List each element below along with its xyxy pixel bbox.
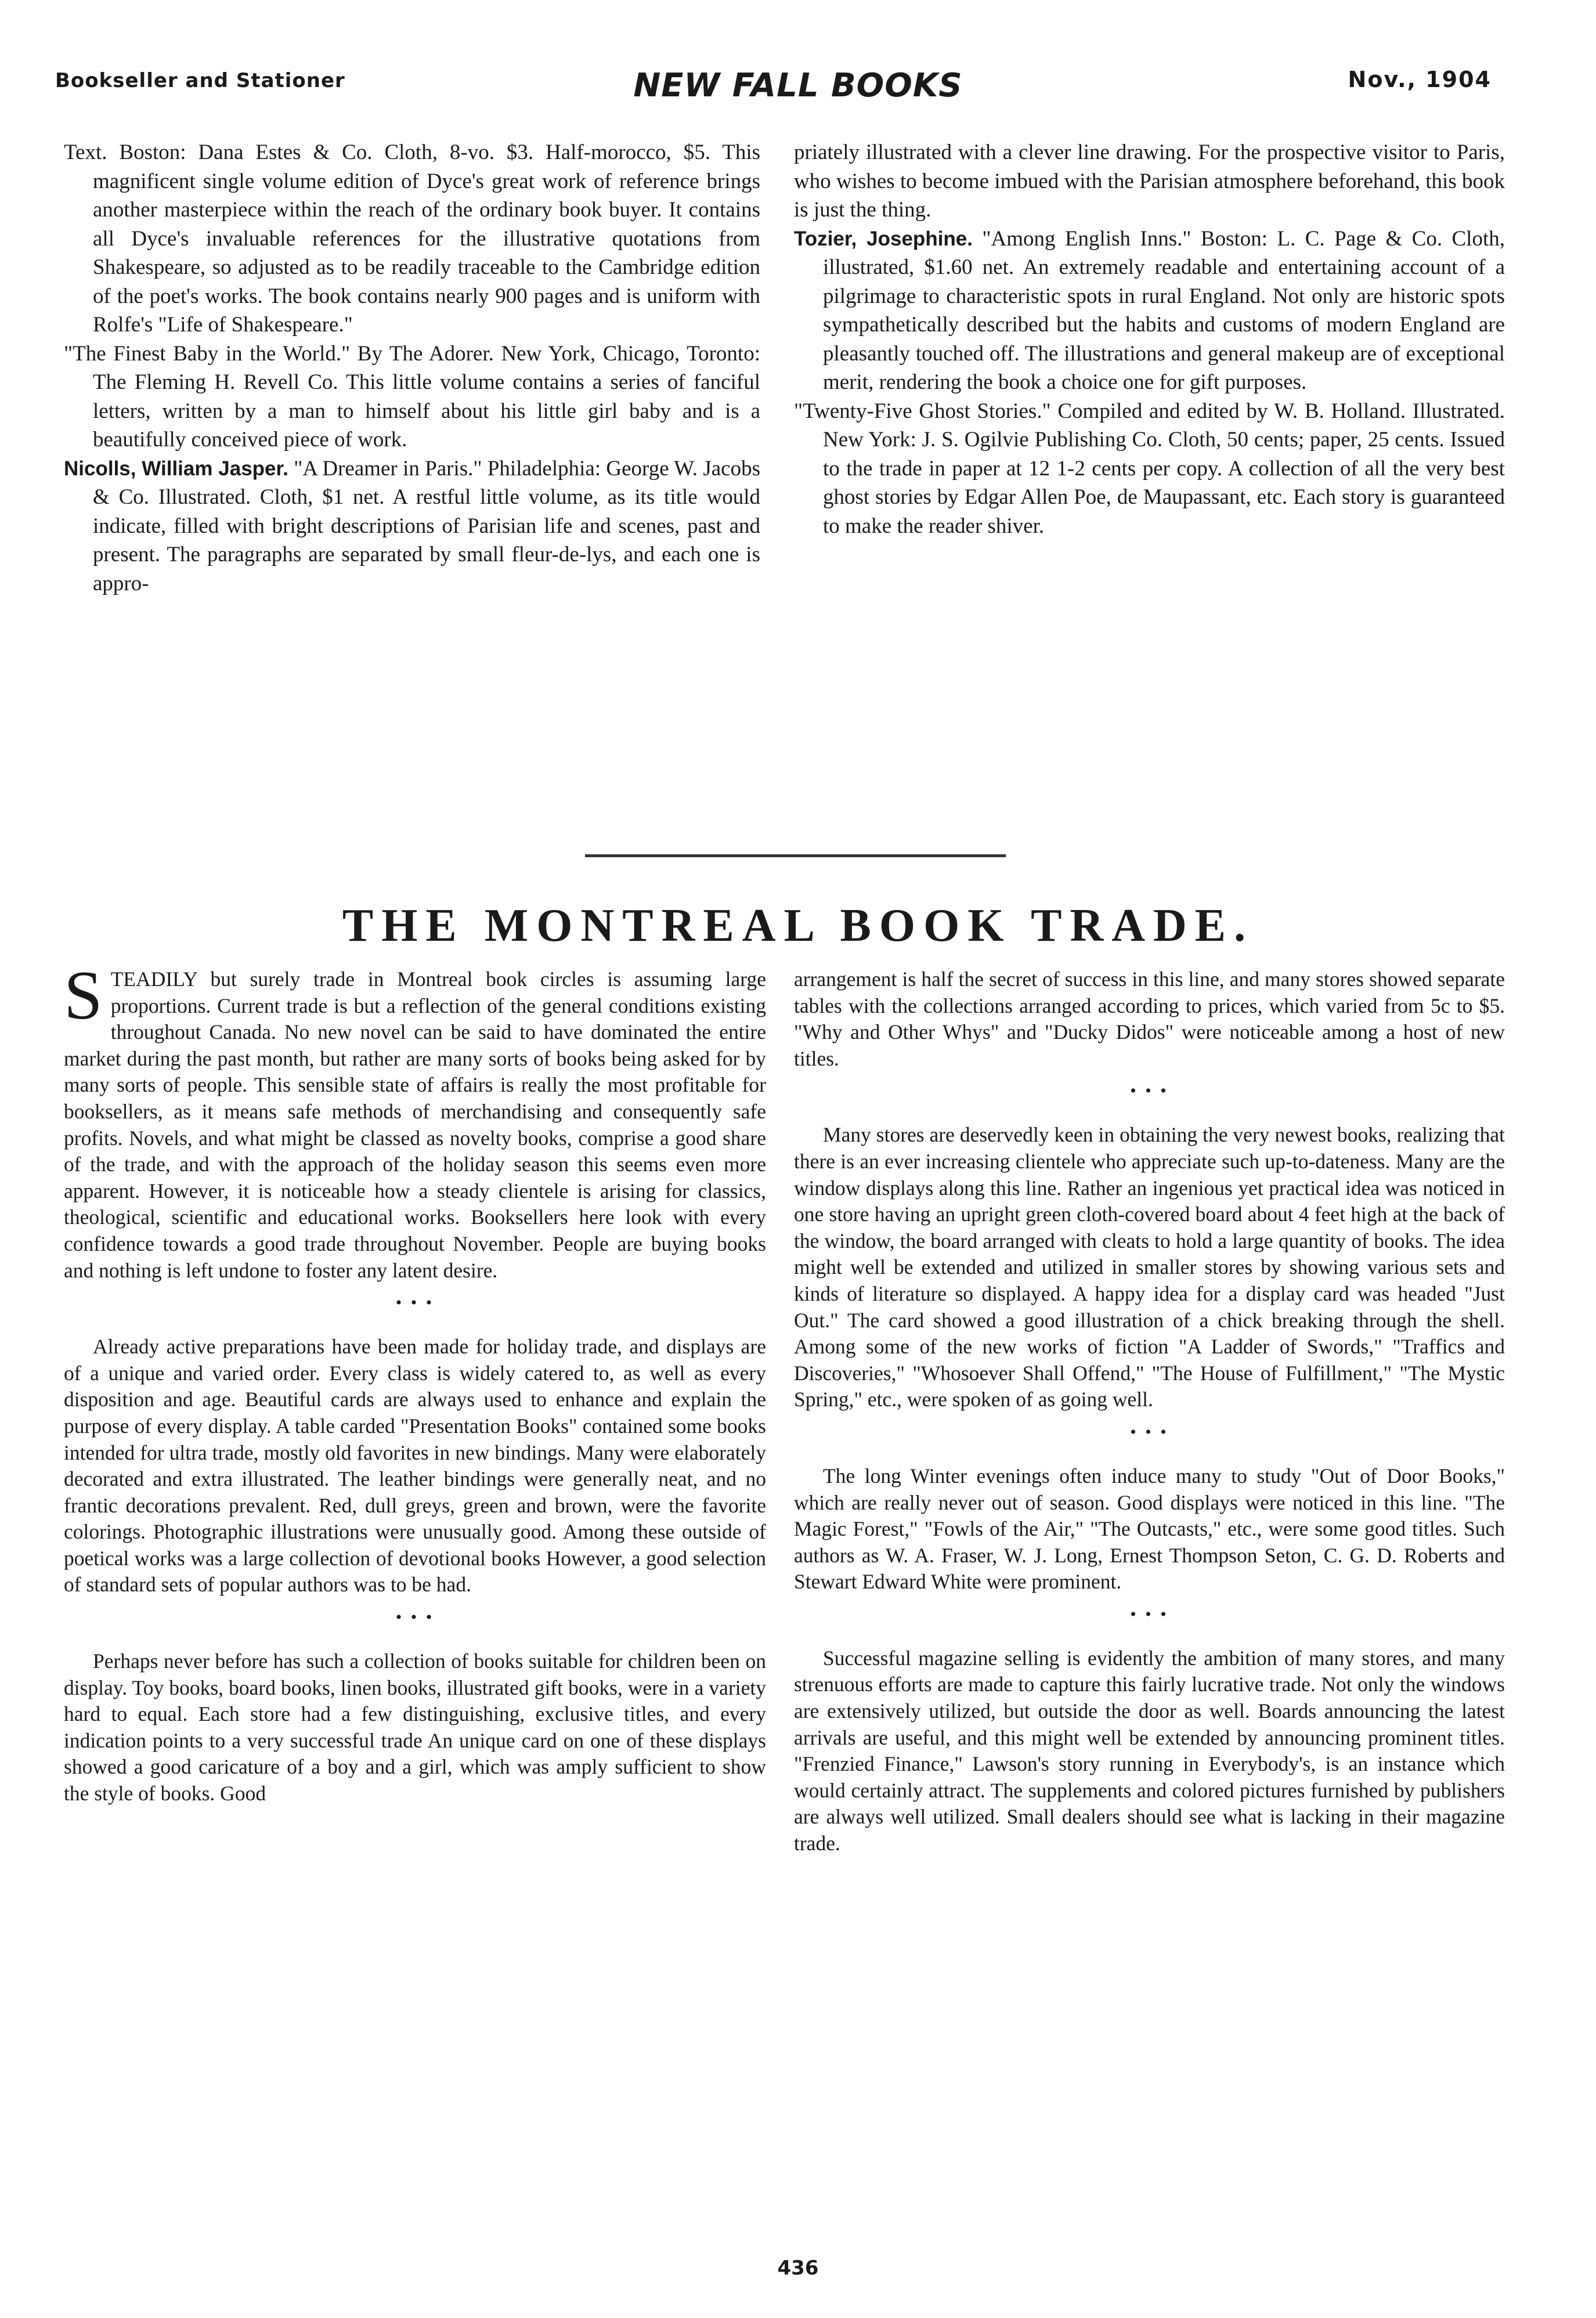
review-entry bbox=[64, 454, 760, 598]
article-paragraph bbox=[64, 956, 766, 1284]
asterism: • • • bbox=[1130, 1604, 1169, 1624]
running-head-publication: Bookseller and Stationer bbox=[55, 69, 345, 92]
review-author: Tozier, Josephine. bbox=[794, 227, 973, 250]
asterism: • • • bbox=[395, 1293, 435, 1313]
article-paragraph: Many stores are deservedly keen in obtaining the very newest books, realizing that there is an ever increasing clientele who appreciate such up-to-dateness. Many are the window displays along this line. Rather an ingenious yet practical idea was noticed in one store having an upright green cloth-covered board about 4 feet high at the back of the window, the board arranged with cleats to hold a large quantity of books. The idea might well be extended and utilized in smaller stores by showing various sets and kinds of literature so displayed. A happy idea for a display card was headed "Just Out." The card showed a good illustration of a chick breaking through the shell. Among some of the new works of fiction "A Ladder of Swords," "Traffics and Discoveries," "Whosoever Shall Offend," "The House of Fulfillment," "The Mystic Spring," etc., were spoken of as going well. bbox=[794, 1123, 1505, 1411]
page-number: 436 bbox=[777, 2256, 819, 2280]
review-text: priately illustrated with a clever line drawing. For the prospective visitor to Paris, who wishes to become imbued with the Parisian atmosphere beforehand, this book is just the thing. bbox=[794, 140, 1505, 222]
article-paragraph: arrangement is half the secret of success in this line, and many stores showed separate tables with the collections arranged according to prices, which varied from 5c to $5. "Why and Other Whys" and "Ducky Didos" were noticeable among a host of new titles. bbox=[794, 967, 1505, 1070]
asterism: • • • bbox=[395, 1608, 435, 1627]
article-right-column bbox=[794, 966, 1505, 1857]
article-paragraph: Successful magazine selling is evidently the ambition of many stores, and many strenuous efforts are made to capture this fairly lucrative trade. Not only the windows are extensively utilized, but outside the door as well. Boards announcing the latest arrivals are useful, and this might well be extended by announcing prominent titles. "Frenzied Finance," Lawson's story running in Everybody's, is an instance which would certainly attract. The supplements and colored pictures furnished by publishers are always well utilized. Small dealers should see what is lacking in their magazine trade. bbox=[794, 1646, 1505, 1855]
article-left-column bbox=[64, 956, 766, 1807]
review-entry bbox=[794, 138, 1505, 225]
review-text: "Twenty-Five Ghost Stories." Compiled and edited by W. B. Holland. Illustrated. New York: J. S. Ogilvie Publishing Co. Cloth, 50 cents; paper, 25 cents. Issued to the trade in paper at 12 1-2 cents per copy. A collection of all the very best ghost stories by Edgar Allen Poe, de Maupassant, etc. Each story is guaranteed to make the reader shiver. bbox=[794, 399, 1505, 538]
article-paragraph: Already active preparations have been made for holiday trade, and displays are of a unique and varied order. Every class is widely catered to, as well as every disposition and age. Beautiful cards are always used to enhance and explain the purpose of every display. A table carded "Presentation Books" contained some books intended for ultra trade, mostly old favorites in new bindings. Many were elaborately decorated and extra illustrated. The leather bindings were generally neat, and no frantic decorations prevalent. Red, dull greys, green and brown, were the favorite colorings. Photographic illustrations were unusually good. Among these outside of poetical works was a large collection of devotional books However, a good selection of standard sets of popular authors was to be had. bbox=[64, 1335, 766, 1597]
review-text: "Among English Inns." Boston: L. C. Page & Co. Cloth, illustrated, $1.60 net. An extremely readable and entertaining account of a pilgrimage to characteristic spots in rural England. Not only are historic spots sympathetically described but the habits and customs of modern England are pleasantly touched off. The illustrations and general makeup are of exceptional merit, rendering the book a choice one for gift purposes. bbox=[823, 226, 1505, 394]
article-paragraph: The long Winter evenings often induce many to study "Out of Door Books," which are really never out of season. Good displays were noticed in this line. "The Magic Forest," "Fowls of the Air," "The Outcasts," etc., were some good titles. Such authors as W. A. Fraser, W. J. Long, Ernest Thompson Seton, C. G. D. Roberts and Stewart Edward White were prominent. bbox=[794, 1464, 1505, 1594]
review-text: Text. Boston: Dana Estes & Co. Cloth, 8-vo. $3. Half-morocco, $5. This magnificent single volume edition of Dyce's great work of reference brings another masterpiece within the reach of the ordinary book buyer. It contains all Dyce's invaluable references for the illustrative quotations from Shakespeare, so adjusted as to be readily traceable to the Cambridge edition of the poet's works. The book contains nearly 900 pages and is uniform with Rolfe's "Life of Shakespeare." bbox=[64, 140, 760, 337]
asterism: • • • bbox=[1130, 1422, 1169, 1442]
reviews-left-column bbox=[64, 138, 760, 598]
article-paragraph: Perhaps never before has such a collection of books suitable for children been on display. Toy books, board books, linen books, illustrated gift books, were in a variety hard to equal. Each store had a few distinguishing, exclusive titles, and every indication points to a very successful trade An unique card on one of these displays showed a good caricature of a boy and a girl, which was amply sufficient to show the style of books. Good bbox=[64, 1649, 766, 1806]
review-entry bbox=[64, 138, 760, 340]
review-entry bbox=[794, 225, 1505, 397]
review-entry bbox=[794, 397, 1505, 541]
running-head-section: NEW FALL BOOKS bbox=[633, 67, 963, 104]
asterism: • • • bbox=[1130, 1081, 1169, 1101]
running-head-date: Nov., 1904 bbox=[1348, 67, 1492, 92]
drop-cap: S bbox=[64, 956, 103, 1034]
review-text: "A Dreamer in Paris." Philadelphia: George W. Jacobs & Co. Illustrated. Cloth, $1 net. A restful little volume, as its title would indicate, filled with bright descriptions of Parisian life and scenes, past and present. The paragraphs are separated by small fleur-de-lys, and each one is appro- bbox=[93, 456, 760, 595]
review-text: "The Finest Baby in the World." By The Adorer. New York, Chicago, Toronto: The Fleming H. Revell Co. This little volume contains a series of fanciful letters, written by a man to himself about his little girl baby and is a beautifully conceived piece of work. bbox=[64, 341, 760, 452]
article-paragraph-text: TEADILY but surely trade in Montreal book circles is assuming large proportions. Current trade is but a reflection of the general conditions existing throughout Canada. No new novel can be said to have dominated the entire market during the past month, but rather are many sorts of books being asked for by many sorts of people. This sensible state of affairs is really the most profitable for booksellers, as it means safe methods of merchandising and consequently safe profits. Novels, and what might be classed as novelty books, comprise a good share of the trade, and with the approach of the holiday season this seems even more apparent. However, it is noticeable how a steady clientele is arising for classics, theological, scientific and educational works. Booksellers here look with every confidence towards a good trade throughout November. People are buying books and nothing is left undone to foster any latent desire. bbox=[64, 967, 766, 1282]
article-title: THE MONTREAL BOOK TRADE. bbox=[342, 900, 1254, 951]
reviews-right-column bbox=[794, 138, 1505, 540]
review-entry bbox=[64, 340, 760, 454]
section-divider bbox=[585, 854, 1006, 857]
review-author: Nicolls, William Jasper. bbox=[64, 457, 288, 480]
